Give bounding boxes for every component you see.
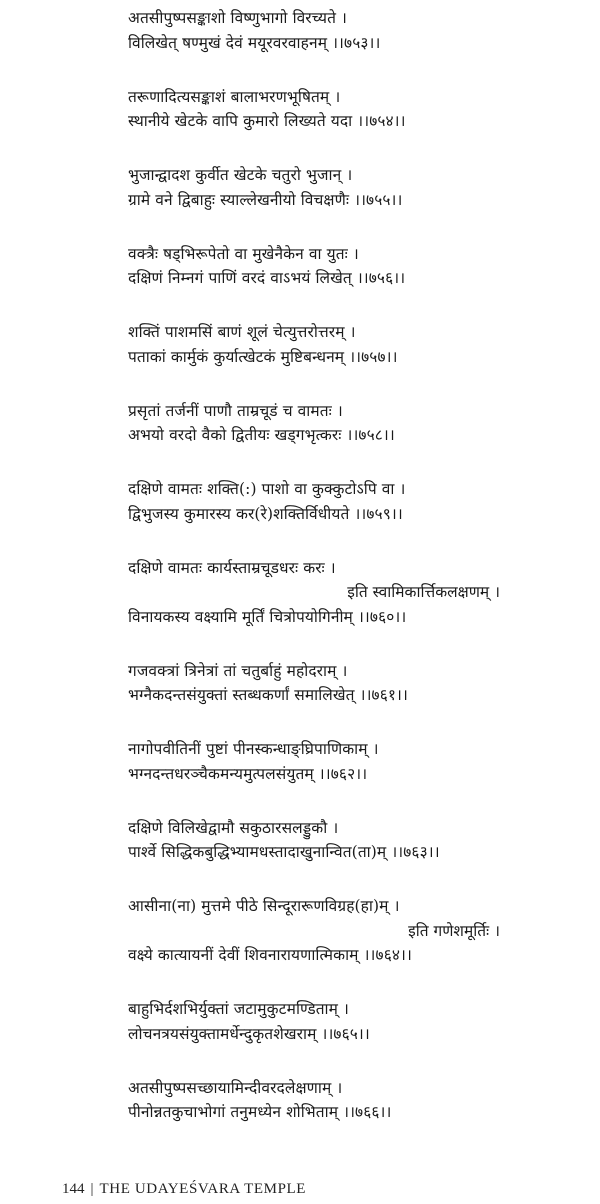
verse-line: विलिखेत् षण्मुखं देवं मयूरवरवाहनम् ।।७५३।। <box>128 33 381 52</box>
verse-stanza <box>128 320 548 369</box>
verse-stanza <box>128 163 548 212</box>
verse-line: दक्षिणं निम्नगं पाणिं वरदं वाऽभयं लिखेत् ।।७५६।। <box>128 269 406 287</box>
verse-line: द्विभुजस्य कुमारस्य कर(रे)शक्तिर्विधीयते ।।७५९।। <box>128 504 403 523</box>
verse-line: विनायकस्य वक्ष्यामि मूर्तिं चित्रोपयोगिनीम् ।।७६०।। <box>128 607 407 626</box>
verse-line: भग्नदन्तधरञ्चैकमन्यमुत्पलसंयुतम् ।।७६२।। <box>128 764 368 783</box>
verse-stanza <box>128 1076 548 1125</box>
section-colophon: इति स्वामिकार्त्तिकलक्षणम् । <box>347 583 500 601</box>
verse-line: लोचनत्रयसंयुक्तामर्धेन्दुकृतशेखराम् ।।७६५।। <box>128 1024 370 1043</box>
verse-line: वक्ष्ये कात्यायनीं देवीं शिवनारायणात्मिकाम् ।।७६४।। <box>128 946 412 964</box>
footer-separator: | <box>90 1181 94 1197</box>
verse-stanza <box>128 556 548 630</box>
verse-line: गजवक्त्रां त्रिनेत्रां तां चतुर्बाहुं महोदराम् । <box>128 661 348 680</box>
verse-line: पार्श्वे सिद्धिकबुद्धिभ्यामधस्तादाखुनान्वित(ता)म् ।।७६३।। <box>128 843 440 861</box>
verse-line: प्रसृतां तर्जनीं पाणौ ताम्रचूडं च वामतः । <box>128 401 343 420</box>
verse-line: पताकां कार्मुकं कुर्यात्खेटकं मुष्टिबन्धनम् ।।७५७।। <box>128 347 398 366</box>
verse-line: ग्रामे वने द्विबाहुः स्याल्लेखनीयो विचक्षणैः ।।७५५।। <box>128 190 403 209</box>
verse-line: अतसीपुष्पसच्छायामिन्दीवरदलेक्षणाम् । <box>128 1078 343 1097</box>
verse-stanza <box>128 85 548 134</box>
verse-line: शक्तिं पाशमसिं बाणं शूलं चेत्युत्तरोत्तरम् । <box>128 323 356 341</box>
verse-line: अतसीपुष्पसङ्काशो विष्णुभागो विरच्यते । <box>128 9 348 27</box>
verse-line: तरूणादित्यसङ्काशं बालाभरणभूषितम् । <box>128 87 341 106</box>
verse-line: पीनोन्नतकुचाभोगां तनुमध्येन शोभिताम् ।।७६६।। <box>128 1103 392 1121</box>
verse-stanza <box>128 242 548 291</box>
verse-stanza <box>128 6 548 55</box>
verse-line: दक्षिणे वामतः शक्ति(:) पाशो वा कुक्कुटोऽपि वा । <box>128 480 406 498</box>
verse-stanza <box>128 816 548 865</box>
page-number: 144 <box>62 1181 85 1197</box>
verse-line: दक्षिणे विलिखेद्वामौ सकुठारसलड्डुकौ । <box>128 818 339 837</box>
verse-line: वक्त्रैः षड्भिरूपेतो वा मुखेनैकेन वा युतः । <box>128 244 359 263</box>
verse-block <box>128 6 548 1154</box>
verse-line: बाहुभिर्दशभिर्युक्तां जटामुकुटमण्डिताम् । <box>128 1000 350 1018</box>
verse-stanza <box>128 659 548 708</box>
verse-line: स्थानीये खेटके वापि कुमारो लिख्यते यदा ।।७५४।। <box>128 112 406 130</box>
verse-line: आसीना(ना) मुत्तमे पीठे सिन्दूरारूणविग्रह(हा)म् । <box>128 897 400 915</box>
page-footer <box>62 1181 306 1198</box>
verse-line: नागोपवीतिनीं पुष्टां पीनस्कन्धाङ्घ्रिपाणिकाम् । <box>128 740 379 758</box>
running-title: THE UDAYEŚVARA TEMPLE <box>99 1181 307 1197</box>
verse-stanza <box>128 737 548 786</box>
verse-stanza <box>128 997 548 1046</box>
verse-stanza <box>128 894 548 968</box>
verse-line: अभयो वरदो वैको द्वितीयः खड्गभृत्करः ।।७५८।। <box>128 426 395 444</box>
verse-line: भग्नैकदन्तसंयुक्तां स्तब्धकर्णां समालिखेत् ।।७६१।। <box>128 686 408 704</box>
verse-stanza <box>128 399 548 448</box>
verse-stanza <box>128 477 548 526</box>
verse-line: भुजान्द्वादश कुर्वीत खेटके चतुरो भुजान् । <box>128 166 353 184</box>
section-colophon: इति गणेशमूर्तिः । <box>408 921 500 940</box>
verse-line: दक्षिणे वामतः कार्यस्ताम्रचूडधरः करः । <box>128 558 336 577</box>
